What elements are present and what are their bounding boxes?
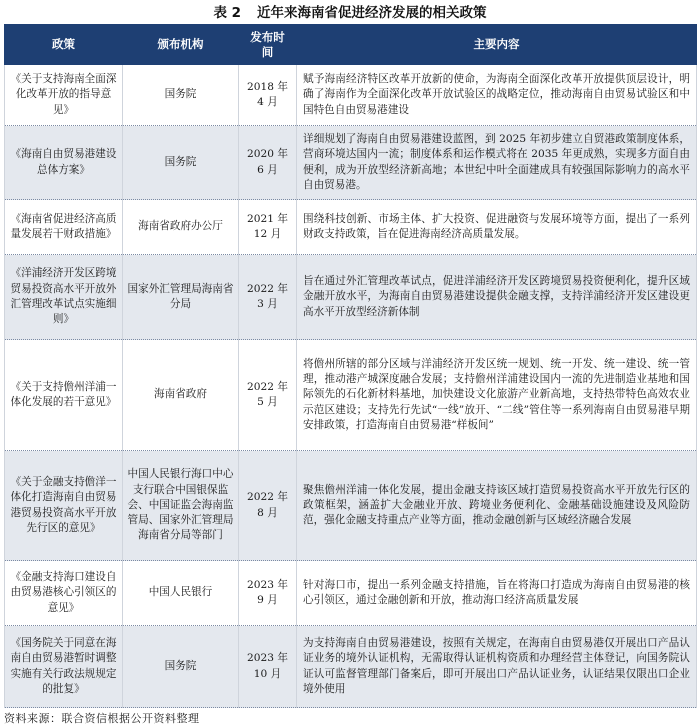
content-cell: 详细规划了海南自由贸易港建设蓝图，到 2025 年初步建立自贸港政策制度体系，营商环境达国内一流；制度体系和运作模式将在 2035 年更成熟，实现多方面自由便利，成为开放型经济新高地；本世纪中叶全面建成具有较强国际影响力的高水平自由贸易港。 [297,126,697,200]
table-row [5,255,697,340]
table-number: 表 2 [213,5,242,21]
table-row [5,65,697,126]
date-cell: 2018 年 4 月 [239,65,297,126]
table-row [5,200,697,255]
policy-cell: 《金融支持海口建设自由贸易港核心引领区的意见》 [5,561,123,626]
header-issuer: 颁布机构 [123,25,239,65]
issuer-cell: 国家外汇管理局海南省分局 [123,255,239,340]
source-note: 资料来源：联合资信根据公开资料整理 [4,712,200,725]
issuer-cell: 中国人民银行 [123,561,239,626]
table-caption: 近年来海南省促进经济发展的相关政策 [257,5,487,21]
content-cell: 将儋州所辖的部分区域与洋浦经济开发区统一规划、统一开发、统一建设、统一管理，推动港产城深度融合发展；支持儋州洋浦建设国内一流的先进制造业基地和国际领先的石化新材料基地，加快建设文化旅游产业新高地，支持热带特色高效农业示范区建设；支持先行先试“一线”放开、“二线”管住等一系列海南自由贸易港早期安排政策，打造海南自由贸易港“样板间” [297,340,697,451]
issuer-cell: 国务院 [123,626,239,708]
content-cell: 赋予海南经济特区改革开放新的使命，为海南全面深化改革开放提供顶层设计，明确了海南作为全面深化改革开放试验区的战略定位，推动海南自由贸易试验区和中国特色自由贸易港建设 [297,65,697,126]
policy-cell: 《关于支持海南全面深化改革开放的指导意见》 [5,65,123,126]
header-date: 发布时间 [239,25,297,65]
date-cell: 2021 年 12 月 [239,200,297,255]
issuer-cell: 国务院 [123,65,239,126]
policy-table [4,24,697,708]
header-row [5,25,697,65]
policy-cell: 《洋浦经济开发区跨境贸易投资高水平开放外汇管理改革试点实施细则》 [5,255,123,340]
header-content: 主要内容 [297,25,697,65]
table-row [5,340,697,451]
policy-cell: 《关于金融支持儋洋一体化打造海南自由贸易港贸易投资高水平开放先行区的意见》 [5,451,123,561]
content-cell: 为支持海南自由贸易港建设，按照有关规定，在海南自由贸易港仅开展出口产品认证业务的境外认证机构，无需取得认证机构资质和办理经营主体登记，向国务院认证认可监督管理部门备案后，即可开展出口产品认证业务，认证结果仅限出口企业境外使用 [297,626,697,708]
header-policy: 政策 [5,25,123,65]
content-cell: 旨在通过外汇管理改革试点，促进洋浦经济开发区跨境贸易投资便利化，提升区域金融开放水平，为海南自由贸易港建设提供金融支撑，支持洋浦经济开发区建设更高水平开放型经济新体制 [297,255,697,340]
content-cell: 针对海口市，提出一系列金融支持措施，旨在将海口打造成为海南自由贸易港的核心引领区，通过金融创新和开放，推动海口经济高质量发展 [297,561,697,626]
issuer-cell: 海南省政府 [123,340,239,451]
policy-cell: 《关于支持儋州洋浦一体化发展的若干意见》 [5,340,123,451]
date-cell: 2022 年 3 月 [239,255,297,340]
issuer-cell: 国务院 [123,126,239,200]
policy-cell: 《海南省促进经济高质量发展若干财政措施》 [5,200,123,255]
content-cell: 聚焦儋州洋浦一体化发展，提出金融支持该区域打造贸易投资高水平开放先行区的政策框架，涵盖扩大金融业开放、跨境业务便利化、金融基础设施建设及风险防范，强化金融支持重点产业等方面，推动金融创新与区域经济融合发展 [297,451,697,561]
content-cell: 围绕科技创新、市场主体、扩大投资、促进融资与发展环境等方面，提出了一系列财政支持政策，旨在促进海南经济高质量发展。 [297,200,697,255]
table-row [5,451,697,561]
date-cell: 2023 年 10 月 [239,626,297,708]
date-cell: 2023 年 9 月 [239,561,297,626]
policy-cell: 《海南自由贸易港建设总体方案》 [5,126,123,200]
date-cell: 2022 年 8 月 [239,451,297,561]
policy-cell: 《国务院关于同意在海南自由贸易港暂时调整实施有关行政法规规定的批复》 [5,626,123,708]
issuer-cell: 中国人民银行海口中心支行联合中国银保监会、中国证监会海南监管局、国家外汇管理局海南省分局等部门 [123,451,239,561]
date-cell: 2020 年 6 月 [239,126,297,200]
table-row [5,126,697,200]
table-title [0,0,700,24]
table-row [5,561,697,626]
issuer-cell: 海南省政府办公厅 [123,200,239,255]
date-cell: 2022 年 5 月 [239,340,297,451]
table-row [5,626,697,708]
